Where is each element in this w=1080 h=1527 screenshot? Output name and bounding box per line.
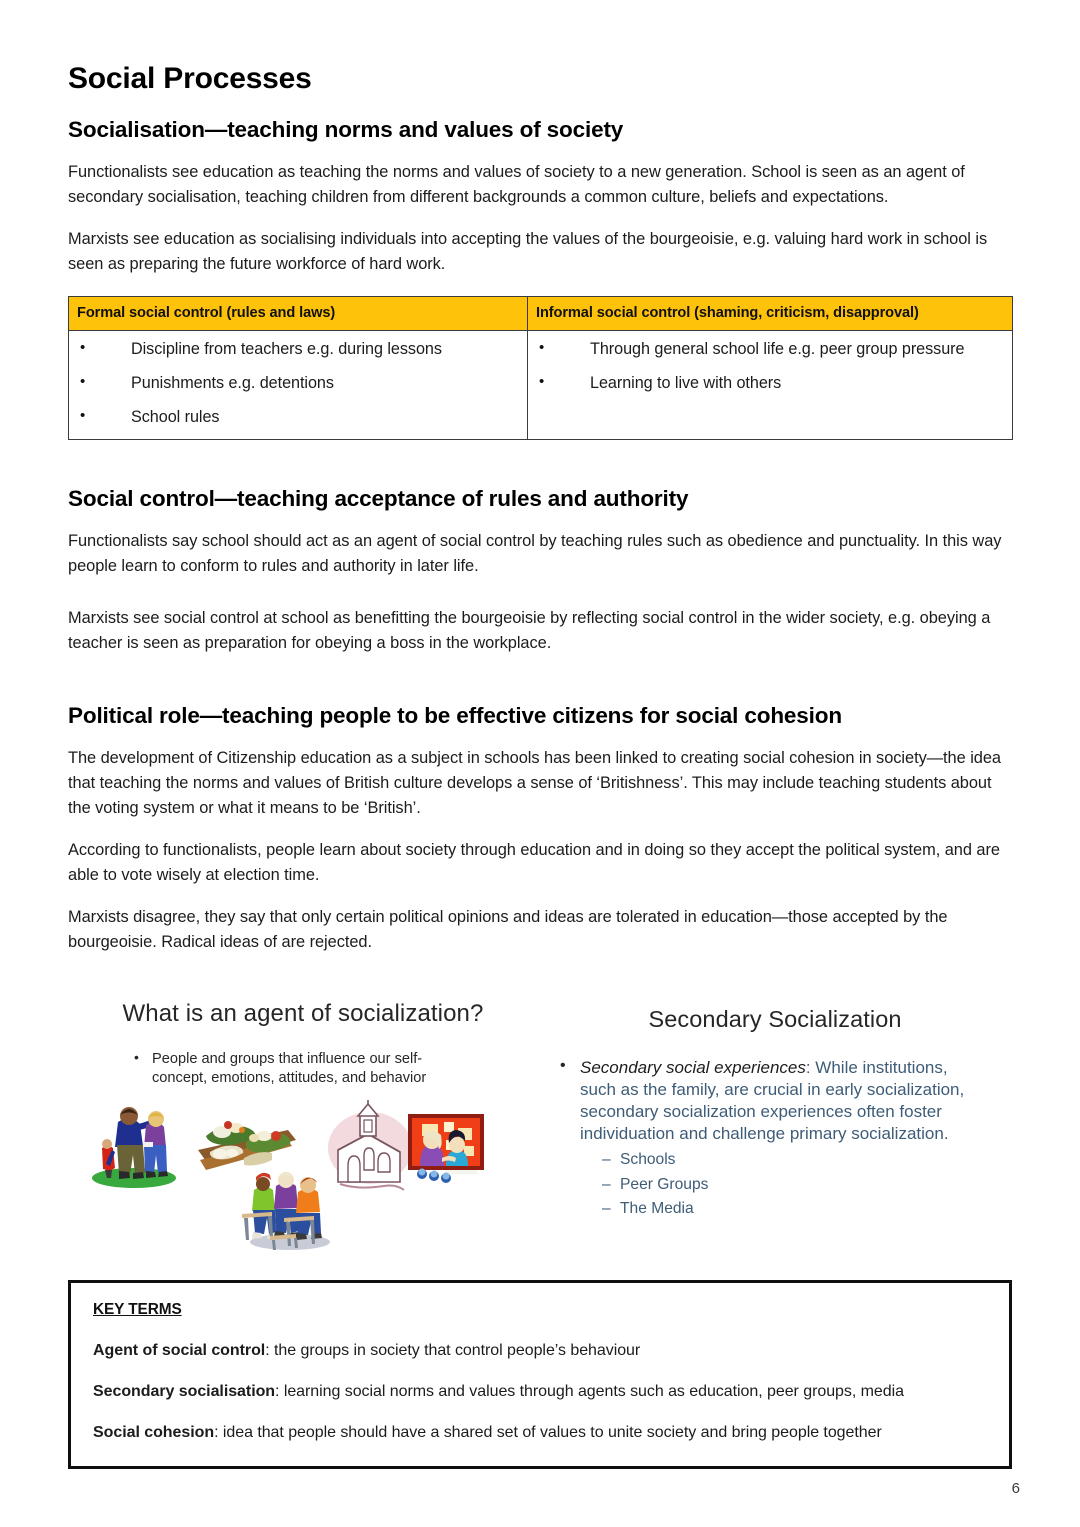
key-terms-box (68, 1280, 1012, 1470)
key-terms-title: KEY TERMS (93, 1300, 182, 1318)
list-item: • Discipline from teachers e.g. during lessons (73, 341, 523, 357)
teacher-and-child-painting-clipart (406, 1112, 492, 1192)
key-term-entry (93, 1382, 987, 1401)
paragraph-socialisation-functionalists: Functionalists see education as teaching the norms and values of society to a new generation. School is seen as an agent of secondary socialisation, teaching children from different backgrounds a common culture, beliefs and expectations. (68, 162, 965, 207)
page-number: 6 (1011, 1480, 1020, 1497)
paragraph-control-functionalists: Functionalists say school should act as an agent of social control by teaching rules such as obedience and punctuality. In this way people learn to conform to rules and authority in later life. (68, 532, 1002, 576)
clipart-group (68, 1092, 538, 1252)
slide-title: Secondary Socialization (648, 1005, 902, 1032)
key-term-definition: : learning social norms and values through agents such as education, peer groups, media (275, 1382, 904, 1400)
table-cell-informal (528, 330, 1013, 440)
table-header-informal: Informal social control (shaming, criticism, disapproval) (528, 296, 1013, 330)
section-heading-social-control: Social control—teaching acceptance of rules and authority (68, 486, 689, 512)
family-walking-clipart (80, 1098, 188, 1190)
table-row (69, 330, 1013, 440)
embedded-slides (68, 994, 1012, 1266)
social-control-table (68, 296, 1013, 441)
paragraph-political-functionalists: According to functionalists, people learn about society through education and in doing so they accept the political system, and are able to vote wisely at election time. (68, 840, 1000, 885)
key-term-definition: : the groups in society that control people’s behaviour (265, 1341, 641, 1359)
list-item: • Punishments e.g. detentions (73, 375, 523, 391)
formal-control-list (73, 341, 523, 426)
paragraph-political-citizenship: The development of Citizenship education as a subject in schools has been linked to creating social cohesion in society—the idea that teaching the norms and values of British culture develops a sense of ‘Britishness’. This may include teaching students about the voting system or what it means to be ‘British’. (68, 748, 1001, 818)
key-term-entry (93, 1341, 987, 1360)
slide-bullet-list (126, 1050, 466, 1089)
section-heading-socialisation: Socialisation—teaching norms and values of society (68, 117, 624, 142)
list-item: • School rules (73, 409, 523, 425)
list-item (550, 1057, 970, 1221)
key-term-label: Agent of social control (93, 1341, 266, 1359)
bullet-body-text: : While institutions, such as the family, are crucial in early socialization, secondary socialization experiences often foster individuation and challenge primary socialization. (580, 1058, 965, 1144)
page-title: Social Processes (68, 62, 312, 95)
list-item: – Schools (602, 1148, 970, 1172)
slide-title: What is an agent of socialization? (122, 999, 484, 1027)
list-item: • Learning to live with others (532, 375, 1008, 391)
slide-bullet-list (550, 1057, 970, 1221)
section-heading-political-role: Political role—teaching people to be effective citizens for social cohesion (68, 702, 842, 728)
informal-control-list (532, 341, 1008, 391)
slide-agent-of-socialization (68, 994, 538, 1253)
key-term-entry (93, 1423, 987, 1442)
list-item: – Peer Groups (602, 1173, 970, 1197)
table-header-formal: Formal social control (rules and laws) (69, 296, 528, 330)
key-term-definition: : idea that people should have a shared set of values to unite society and bring people together (214, 1423, 882, 1441)
paragraph-control-marxists: Marxists see social control at school as benefitting the bourgeoisie by reflecting social control in the wider society, e.g. obeying a teacher is seen as preparation for obeying a boss in the workplace. (68, 608, 991, 653)
table-header-row (69, 296, 1013, 330)
paragraph-political-marxists: Marxists disagree, they say that only certain political opinions and ideas are tolerated in education—those accepted by the bourgeoisie. Radical ideas of are rejected. (68, 907, 948, 952)
paragraph-socialisation-marxists: Marxists see education as socialising individuals into accepting the values of the bourgeoisie, e.g. valuing hard work in school is seen as preparing the future workforce of hard work. (68, 229, 988, 274)
key-term-label: Secondary socialisation (93, 1382, 276, 1400)
slide-secondary-socialization (538, 994, 1012, 1221)
table-cell-formal (69, 330, 528, 440)
key-term-label: Social cohesion (93, 1423, 215, 1441)
bullet-emphasised-term: Secondary social experiences (580, 1058, 806, 1078)
list-item: – The Media (602, 1197, 970, 1221)
slide-sub-list (580, 1148, 970, 1220)
list-item: • People and groups that influence our self-concept, emotions, attitudes, and behavior (126, 1050, 466, 1089)
list-item: • Through general school life e.g. peer group pressure (532, 341, 1008, 357)
church-building-clipart (320, 1100, 420, 1200)
document-content (68, 62, 1012, 1469)
